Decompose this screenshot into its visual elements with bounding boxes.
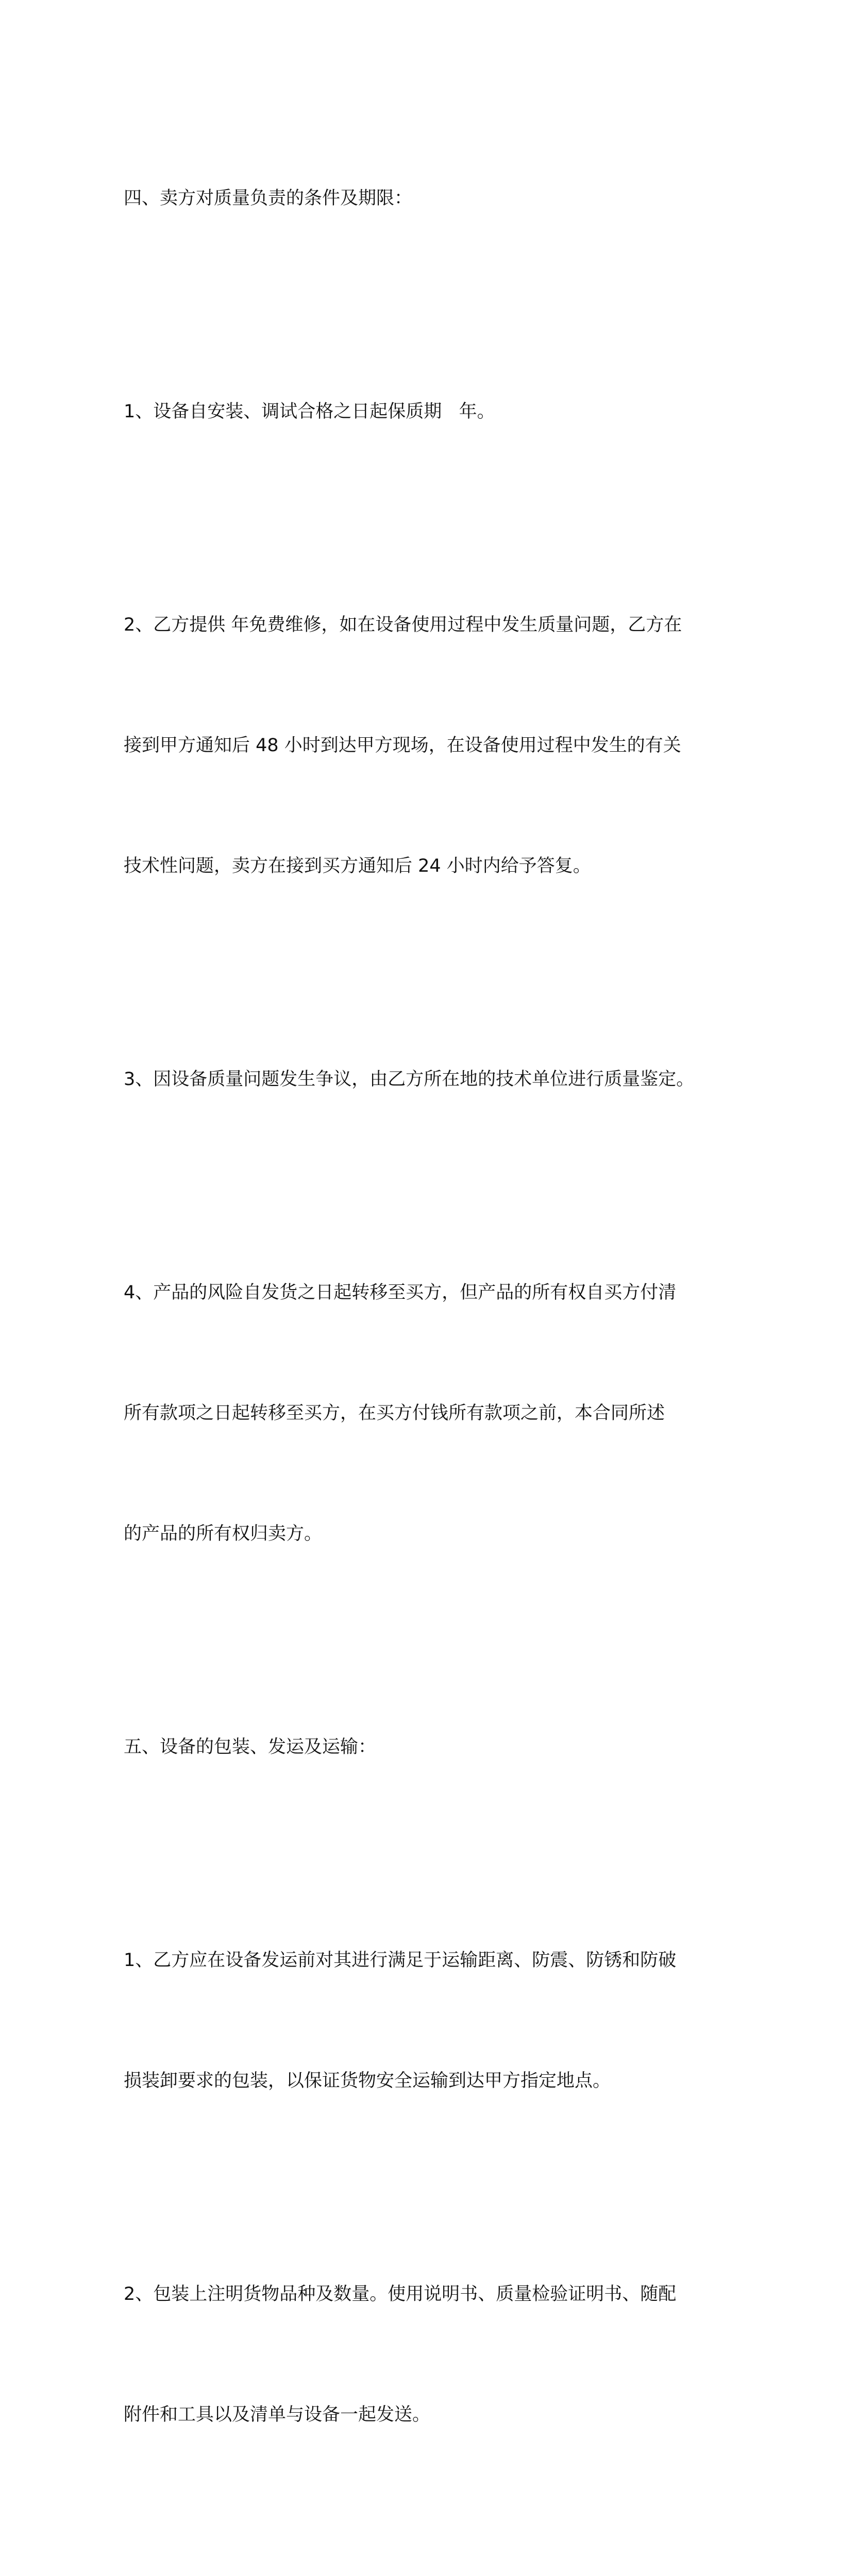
clause-4-2 <box>124 524 727 967</box>
text-line: 1、设备自安装、调试合格之日起保质期 年。 <box>124 401 495 422</box>
section-heading-4 <box>124 98 727 299</box>
text-line: 2、乙方提供 年免费维修，如在设备使用过程中发生质量问题，乙方在 <box>124 615 682 635</box>
text-line: 4、产品的风险自发货之日起转移至买方，但产品的所有权自买方付清 <box>124 1282 677 1303</box>
clause-5-2 <box>124 2194 727 2515</box>
text-line: 五、设备的包装、发运及运输： <box>124 1737 377 1757</box>
clause-5-1 <box>124 1860 727 2181</box>
text-line: 附件和工具以及清单与设备一起发送。 <box>124 2404 431 2425</box>
clause-4-4 <box>124 1192 727 1634</box>
document-body <box>124 98 727 2576</box>
text-line: 2、包装上注明货物品种及数量。使用说明书、质量检验证明书、随配 <box>124 2284 677 2304</box>
text-line: 技术性问题，卖方在接到买方通知后 24 小时内给予答复。 <box>124 856 591 876</box>
text-line: 接到甲方通知后 48 小时到达甲方现场，在设备使用过程中发生的有关 <box>124 735 681 756</box>
clause-4-3 <box>124 979 727 1180</box>
text-line: 损装卸要求的包装，以保证货物安全运输到达甲方指定地点。 <box>124 2071 611 2091</box>
text-line: 所有款项之日起转移至买方，在买方付钱所有款项之前，本合同所述 <box>124 1403 665 1423</box>
text-line: 3、因设备质量问题发生争议，由乙方所在地的技术单位进行质量鉴定。 <box>124 1069 695 1090</box>
text-line: 的产品的所有权归卖方。 <box>124 1523 323 1544</box>
clause-4-1 <box>124 311 727 512</box>
text-line: 1、乙方应在设备发运前对其进行满足于运输距离、防震、防锈和防破 <box>124 1950 677 1971</box>
clause-5-3 <box>124 2528 727 2576</box>
section-heading-5 <box>124 1647 727 1848</box>
text-line: 四、卖方对质量负责的条件及期限： <box>124 188 413 209</box>
